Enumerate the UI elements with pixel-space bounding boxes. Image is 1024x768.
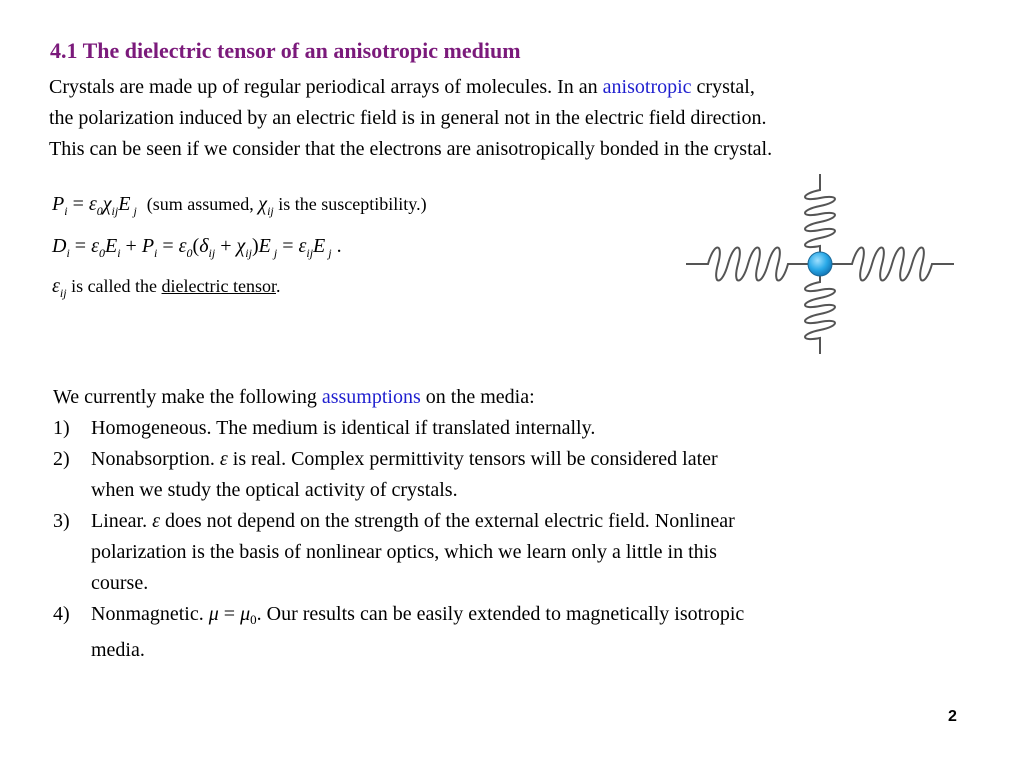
displacement-equation: $D_i = \varepsilon_0E_i + P_i = \varepsilon_0(\delta_{ij} + \chi_{ij})E$ $_j = \varepsilon_{ij}E$ $_j$ . bbox=[52, 235, 342, 260]
anisotropic-link[interactable]: anisotropic bbox=[602, 76, 692, 98]
eq1-note-b: is the susceptibility.) bbox=[273, 194, 427, 214]
list-item: 2) Nonabsorption. ε is real. Complex permittivity tensors will be considered later when we study the optical activity of crystals. bbox=[53, 448, 718, 501]
assumptions-link[interactable]: assumptions bbox=[321, 386, 421, 408]
right-spring bbox=[832, 248, 954, 281]
dielectric-tensor-definition: $\varepsilon_{ij}$ is called the dielectric tensor. bbox=[52, 275, 281, 300]
intro-line-1: Crystals are made up of regular periodical arrays of molecules. In an anisotropic crystal, bbox=[49, 76, 755, 98]
slide-title: 4.1 The dielectric tensor of an anisotropic medium bbox=[50, 38, 521, 63]
assumptions-section bbox=[53, 382, 973, 666]
list-item: 4) Nonmagnetic. $\mu = \mu_0$. Our results can be easily extended to magnetically isotropic media. bbox=[53, 603, 745, 661]
intro-paragraph bbox=[49, 72, 999, 165]
polarization-equation: $P_i = \varepsilon_0\chi_{ij}E$ $_j$ (sum assumed, $\chi_{ij}$ is the susceptibility.) bbox=[52, 193, 427, 218]
bottom-spring bbox=[805, 276, 835, 354]
intro-line-3: This can be seen if we consider that the electrons are anisotropically bonded in the crystal. bbox=[49, 138, 773, 160]
intro-line-2: the polarization induced by an electric field is in general not in the electric field direction. bbox=[49, 107, 767, 129]
dielectric-tensor-term: dielectric tensor bbox=[161, 276, 276, 296]
list-item: 3) Linear. ε does not depend on the strength of the external electric field. Nonlinear polarization is the basis of nonlinear optics, which we learn only a little in this course. bbox=[53, 510, 735, 594]
electron-ball bbox=[808, 252, 832, 276]
eq1-note-a: (sum assumed, bbox=[146, 194, 259, 214]
assumptions-intro: We currently make the following assumptions on the media: bbox=[53, 386, 535, 408]
list-item: 1) Homogeneous. The medium is identical if translated internally. bbox=[53, 417, 596, 439]
left-spring bbox=[686, 248, 808, 281]
page-number: 2 bbox=[948, 708, 957, 725]
top-spring bbox=[805, 174, 835, 252]
spring-bonded-electron-diagram bbox=[684, 172, 956, 356]
